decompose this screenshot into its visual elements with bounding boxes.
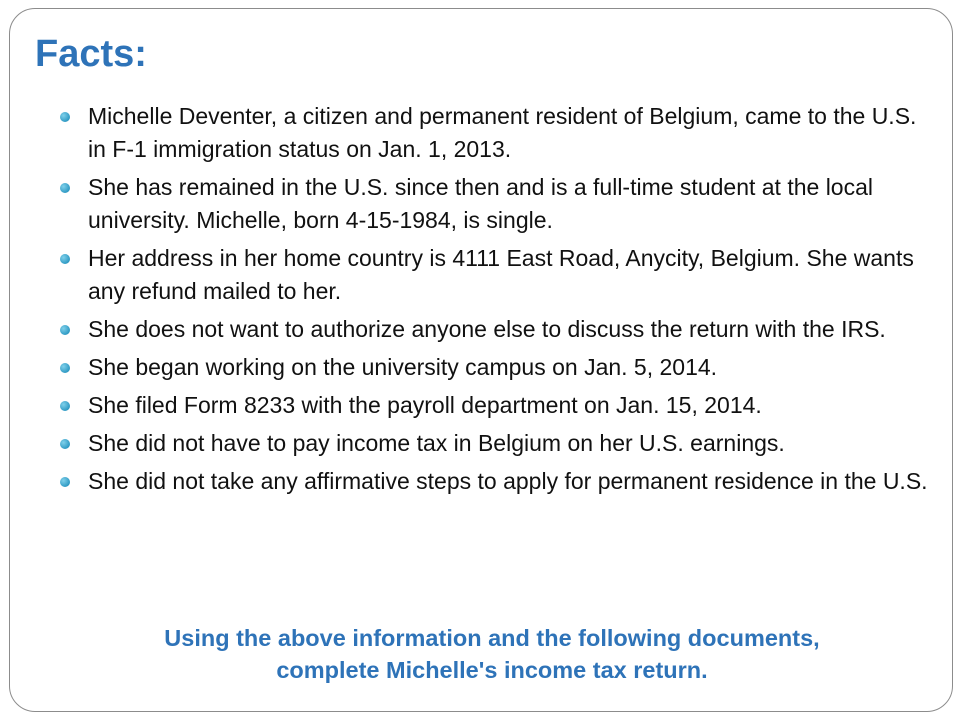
circle-bullet-icon — [60, 112, 70, 122]
bullet-text: Her address in her home country is 4111 East Road, Anycity, Belgium. She wants any refund mailed to her. — [88, 245, 914, 304]
list-item — [60, 242, 935, 308]
circle-bullet-icon — [60, 183, 70, 193]
bullet-text: Michelle Deventer, a citizen and permanent resident of Belgium, came to the U.S. in F-1 immigration status on Jan. 1, 2013. — [88, 103, 917, 162]
list-item — [60, 171, 935, 237]
bullet-text: She did not have to pay income tax in Belgium on her U.S. earnings. — [88, 430, 785, 456]
bullet-text: She filed Form 8233 with the payroll department on Jan. 15, 2014. — [88, 392, 762, 418]
circle-bullet-icon — [60, 363, 70, 373]
circle-bullet-icon — [60, 325, 70, 335]
circle-bullet-icon — [60, 401, 70, 411]
list-item — [60, 465, 935, 498]
list-item — [60, 351, 935, 384]
list-item — [60, 100, 935, 166]
circle-bullet-icon — [60, 477, 70, 487]
slide-title: Facts: — [35, 33, 147, 75]
list-item — [60, 389, 935, 422]
list-item — [60, 313, 935, 346]
bullet-text: She did not take any affirmative steps to apply for permanent residence in the U.S. — [88, 468, 928, 494]
instruction-text — [60, 622, 924, 686]
facts-list — [60, 100, 935, 503]
instruction-line-2: complete Michelle's income tax return. — [276, 657, 708, 683]
list-item — [60, 427, 935, 460]
bullet-text: She has remained in the U.S. since then and is a full-time student at the local university. Michelle, born 4-15-1984, is single. — [88, 174, 873, 233]
instruction-line-1: Using the above information and the following documents, — [164, 625, 820, 651]
bullet-text: She does not want to authorize anyone else to discuss the return with the IRS. — [88, 316, 886, 342]
circle-bullet-icon — [60, 439, 70, 449]
circle-bullet-icon — [60, 254, 70, 264]
bullet-text: She began working on the university campus on Jan. 5, 2014. — [88, 354, 718, 380]
